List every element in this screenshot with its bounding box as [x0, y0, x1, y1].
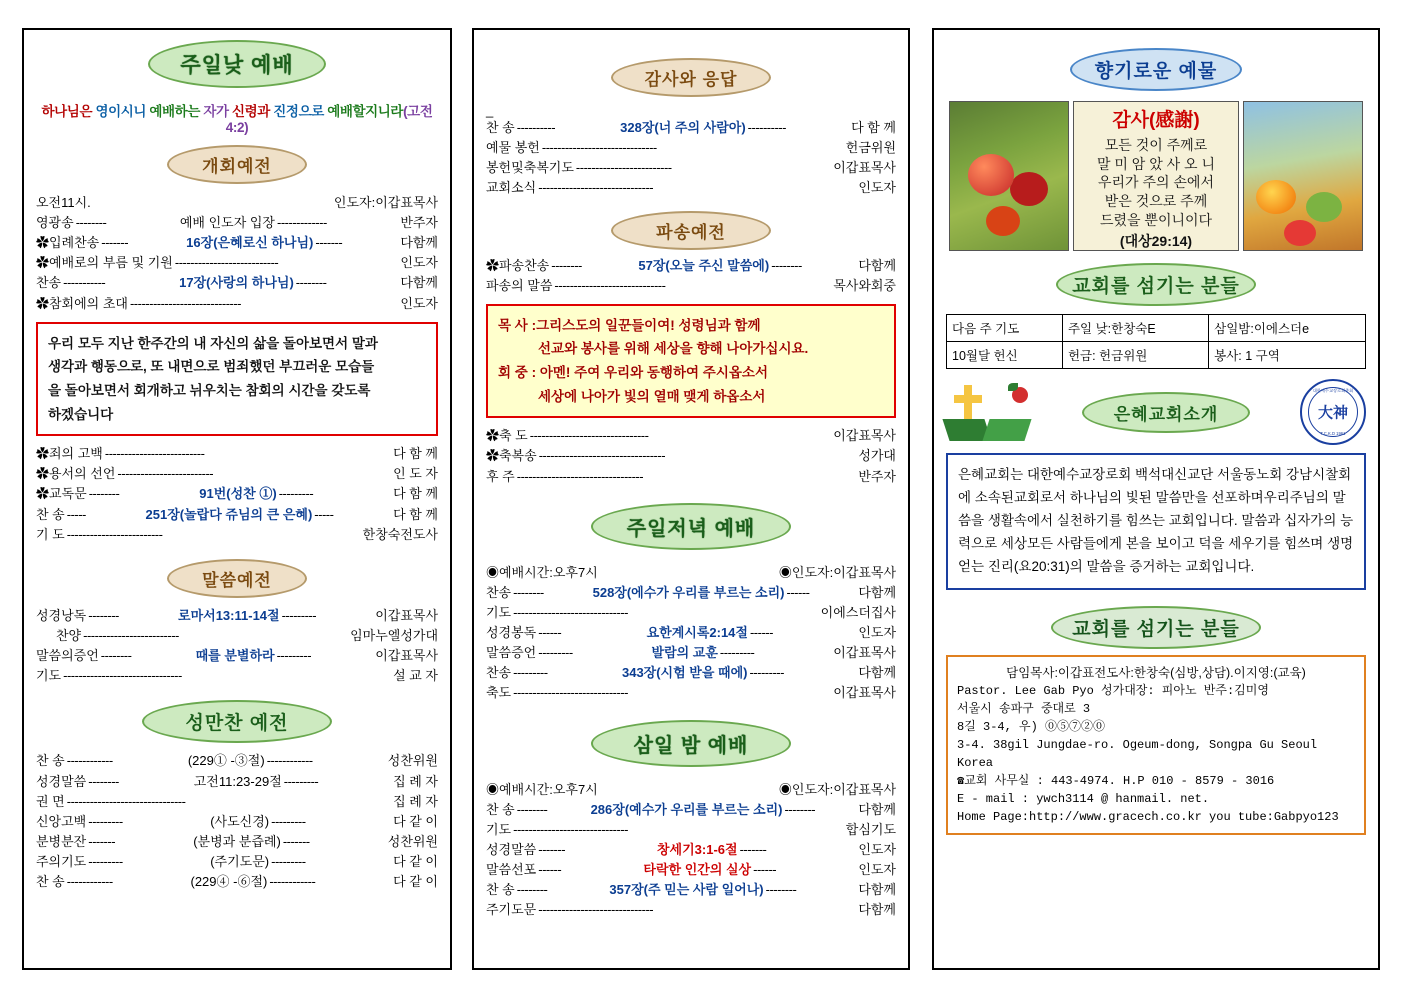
order-row: 기도 ------------------------------- 설 교 자: [36, 668, 438, 684]
wed-head: [486, 779, 896, 798]
contact-box: [946, 655, 1366, 836]
order-row: 말씀의증언 -------- 때를 분별하라 --------- 이갑표목사: [36, 648, 439, 664]
email-line: E - mail : ywch3114 @ hanmail. net.: [957, 792, 1210, 807]
order-row: 찬송 ----------- 17장(사랑의 하나님) -------- 다함께: [36, 275, 438, 291]
order-row: 신앙고백 --------- (사도신경) --------- 다 같 이: [36, 813, 438, 829]
address-line-2: 8길 3-4, 우) ⓪⑤⑦②⓪: [957, 720, 1105, 735]
sending-rows: [486, 256, 896, 296]
communion-rows: [36, 751, 438, 892]
order-row: 찬 송 ------------ (229④ -⑥절) ------------ 다 같 이: [36, 874, 438, 890]
evening-service-title: 주일저녁 예배: [591, 503, 791, 550]
homepage-line[interactable]: Home Page:http://www.gracech.co.kr you tube:Gabpyo123: [957, 810, 1339, 825]
table-row: [947, 342, 1366, 369]
table-row: [947, 315, 1366, 342]
order-row: 성경낭독 -------- 로마서13:11-14절 --------- 이갑표목사: [36, 607, 439, 623]
order-row: 찬송 --------- 343장(시험 받을 때에) --------- 다함께: [486, 665, 897, 681]
column-church-info: [932, 28, 1380, 970]
order-row: ✿축복송 --------------------------------- 성가대: [486, 448, 896, 464]
order-row: 찬 송 -------- 357장(주 믿는 사람 일어나) -------- 다함께: [486, 882, 897, 898]
order-row: 교회소식 ------------------------------ 인도자: [486, 180, 896, 196]
order-row: 기도 ------------------------------ 합심기도: [486, 821, 896, 837]
order-row: 예물 봉헌 ------------------------------ 헌금위원: [486, 140, 896, 156]
order-row: 영광송 -------- 예배 인도자 입장 ------------- 반주자: [36, 215, 438, 230]
harvest-photo-right: [1243, 101, 1363, 251]
cell: 삼일밤:이에스더e: [1209, 315, 1366, 342]
order-row: 기도 ------------------------------ 이에스더집사: [486, 604, 896, 620]
order-row: 봉헌및축복기도 ------------------------- 이갑표목사: [486, 160, 896, 176]
column-response-evening: [472, 28, 910, 970]
order-row: ✿예배로의 부름 및 기원 --------------------------- 인도자: [36, 255, 438, 271]
pastor-line: 담임목사:이갑표전도사:한창숙(심방,상담).이지영:(교육): [1006, 665, 1306, 680]
emblem-row: [946, 379, 1366, 445]
church-intro-title: 은혜교회소개: [1082, 392, 1250, 433]
evening-head: [486, 562, 896, 581]
offering-images: [946, 101, 1366, 251]
service-leader: 인도자:이갑표목사: [333, 195, 438, 210]
service-time-row: [36, 192, 438, 211]
sending-title: 파송예전: [611, 211, 771, 250]
cell: 헌금: 헌금위원: [1062, 342, 1208, 369]
address-line-1: 서울시 송파구 중대로 3: [957, 702, 1091, 717]
order-row: ✿참회에의 초대 ----------------------------- 인도자: [36, 295, 438, 311]
word-rows: [36, 606, 438, 687]
wed-leader: ◉인도자:이갑표목사: [778, 781, 896, 797]
wed-rows: [486, 800, 896, 921]
order-row: 축도 ------------------------------ 이갑표목사: [486, 685, 896, 701]
evening-time: ◉예배시간:오후7시: [486, 564, 598, 580]
order-row: 성경말씀 ------- 창세기3:1-6절 ------- 인도자: [486, 841, 897, 857]
evening-leader: ◉인도자:이갑표목사: [778, 564, 896, 580]
evening-rows: [486, 583, 896, 704]
order-row: ✿입례찬송 ------- 16장(은혜로신 하나님) ------- 다함께: [36, 235, 438, 251]
opening-rows: [36, 213, 438, 314]
pastor-en-line: Pastor. Lee Gab Pyo 성가대장: 피아노 반주:김미영: [957, 684, 1269, 699]
sending-rows-2: [486, 426, 896, 486]
order-row: 말씀선포 ------ 타락한 인간의 실상 ------ 인도자: [486, 862, 896, 878]
cell: 10월달 헌신: [947, 342, 1063, 369]
opening-liturgy-title: 개회예전: [167, 145, 307, 184]
order-row: ✿죄의 고백 -------------------------- 다 함 께: [36, 446, 438, 462]
sending-dialogue-box: 목 사 :그리스도의 일꾼들이여! 성령님과 함께 선교와 봉사를 위해 세상을 향해 나아가십시요. 회 중 : 아멘! 주여 우리와 동행하여 주시옵소서 세상에 나아가 빛의 열매 맺게 하옵소서: [486, 304, 896, 419]
duty-table: [946, 314, 1366, 369]
thanks-dash: _: [486, 103, 494, 118]
confession-box: 우리 모두 지난 한주간의 내 자신의 삶을 돌아보면서 말과 생각과 행동으로, 또 내면으로 범죄했던 부끄러운 모습들 을 돌아보면서 회개하고 뉘우치는 참회의 시간을 갖도록 하겠습니다: [36, 322, 438, 437]
service-time: 오전11시.: [36, 195, 91, 210]
column-sunday-morning: [22, 28, 452, 970]
cell: 다음 주 기도: [947, 315, 1063, 342]
order-row: ✿파송찬송 -------- 57장(오늘 주신 말씀에) -------- 다함께: [486, 257, 897, 273]
communion-title: 성만찬 예전: [142, 700, 332, 743]
order-row: 찬송 -------- 528장(에수가 우리를 부르는 소리) ------ 다함께: [486, 584, 897, 600]
order-row: 파송의 말씀 ----------------------------- 목사와회중: [486, 277, 896, 293]
order-row: 권 면 ------------------------------- 집 례 자: [36, 793, 438, 809]
phone-line: ☎교회 사무실 : 443-4974. H.P 010 - 8579 - 3016: [957, 774, 1275, 789]
cell: 봉사: 1 구역: [1209, 342, 1366, 369]
order-row: 찬양 ------------------------- 임마누엘성가대: [56, 628, 438, 644]
thanksgiving-verse-card: 감사(感謝) 모든 것이 주께로 말 미 암 았 사 오 니 우리가 주의 손에서 받은 것으로 주께 드렸을 뿐이니이다 (대상29:14): [1073, 101, 1239, 251]
order-row: 찬 송 ------------ (229① -③절) ------------ 성찬위원: [36, 753, 439, 769]
thanks-rows: [486, 118, 896, 199]
wednesday-service-title: 삼일 밤 예배: [591, 720, 791, 767]
col1-verse: 하나님은 영이시니 예배하는 자가 신령과 진정으로 예배할지니라(고전4:2): [41, 104, 433, 135]
offering-title: 향기로운 예물: [1070, 48, 1242, 91]
church-intro-box: 은혜교회는 대한예수교장로회 백석대신교단 서울동노회 강남시찰회에 소속된교회로서 하나님의 빛된 말씀만을 선포하며우리주님의 말씀을 생활속에서 실천하기를 힘쓰는 교회입니다. 말씀과 십자가의 능력으로 세상모든 사람들에게 본을 보이고 덕을 세우기를 힘쓰며 생명 얻는 진리(요20:31)의 말씀을 증거하는 교회입니다.: [946, 453, 1366, 590]
denomination-seal-icon: 대한예수교장로회총회 大神 T.C.K.D 1961: [1300, 379, 1366, 445]
col1-title: 주일낮 예배: [148, 40, 326, 88]
order-row: 분병분잔 ------- (분병과 분즙례) ------- 성찬위원: [36, 834, 438, 850]
servers-title-2: 교회를 섬기는 분들: [1051, 606, 1261, 649]
order-row: 기 도 ------------------------- 한창숙전도사: [36, 526, 438, 542]
order-row: ✿교독문 -------- 91번(성찬 ①) --------- 다 함 께: [36, 486, 439, 502]
address-en: 3-4. 38gil Jungdae-ro. Ogeum-dong, Songpa Gu Seoul Korea: [957, 738, 1318, 771]
cell: 주일 낮:한창숙E: [1062, 315, 1208, 342]
bible-cross-logo-icon: [946, 383, 1032, 441]
servers-title: 교회를 섬기는 분들: [1056, 263, 1256, 306]
order-row: ✿용서의 선언 ------------------------- 인 도 자: [36, 466, 438, 482]
order-row: 성경봉독 ------ 요한계시록2:14절 ------ 인도자: [486, 625, 897, 641]
wed-time: ◉예배시간:오후7시: [486, 781, 598, 797]
thanksgiving-title: 감사와 응답: [611, 58, 771, 97]
order-row: 성경말씀 -------- 고전11:23-29절 --------- 집 례 자: [36, 773, 438, 789]
order-row: 주기도문 ------------------------------ 다함께: [486, 902, 896, 918]
opening-rows-2: [36, 444, 438, 545]
order-row: 찬 송 -------- 286장(예수가 우리를 부르는 소리) -------- 다함께: [486, 801, 896, 817]
order-row: 주의기도 --------- (주기도문) --------- 다 같 이: [36, 854, 438, 870]
word-liturgy-title: 말씀예전: [167, 559, 307, 598]
order-row: 후 주 --------------------------------- 반주자: [486, 468, 896, 484]
order-row: 찬 송 ----- 251장(놀랍다 쥬님의 큰 은혜) ----- 다 함 께: [36, 506, 438, 522]
order-row: 찬 송 ---------- 328장(너 주의 사람아) ---------- 다 함 께: [486, 120, 896, 135]
fruit-photo-left: [949, 101, 1069, 251]
order-row: ✿축 도 ------------------------------- 이갑표목사: [486, 428, 896, 444]
order-row: 말씀증언 --------- 발람의 교훈 --------- 이갑표목사: [486, 645, 896, 661]
